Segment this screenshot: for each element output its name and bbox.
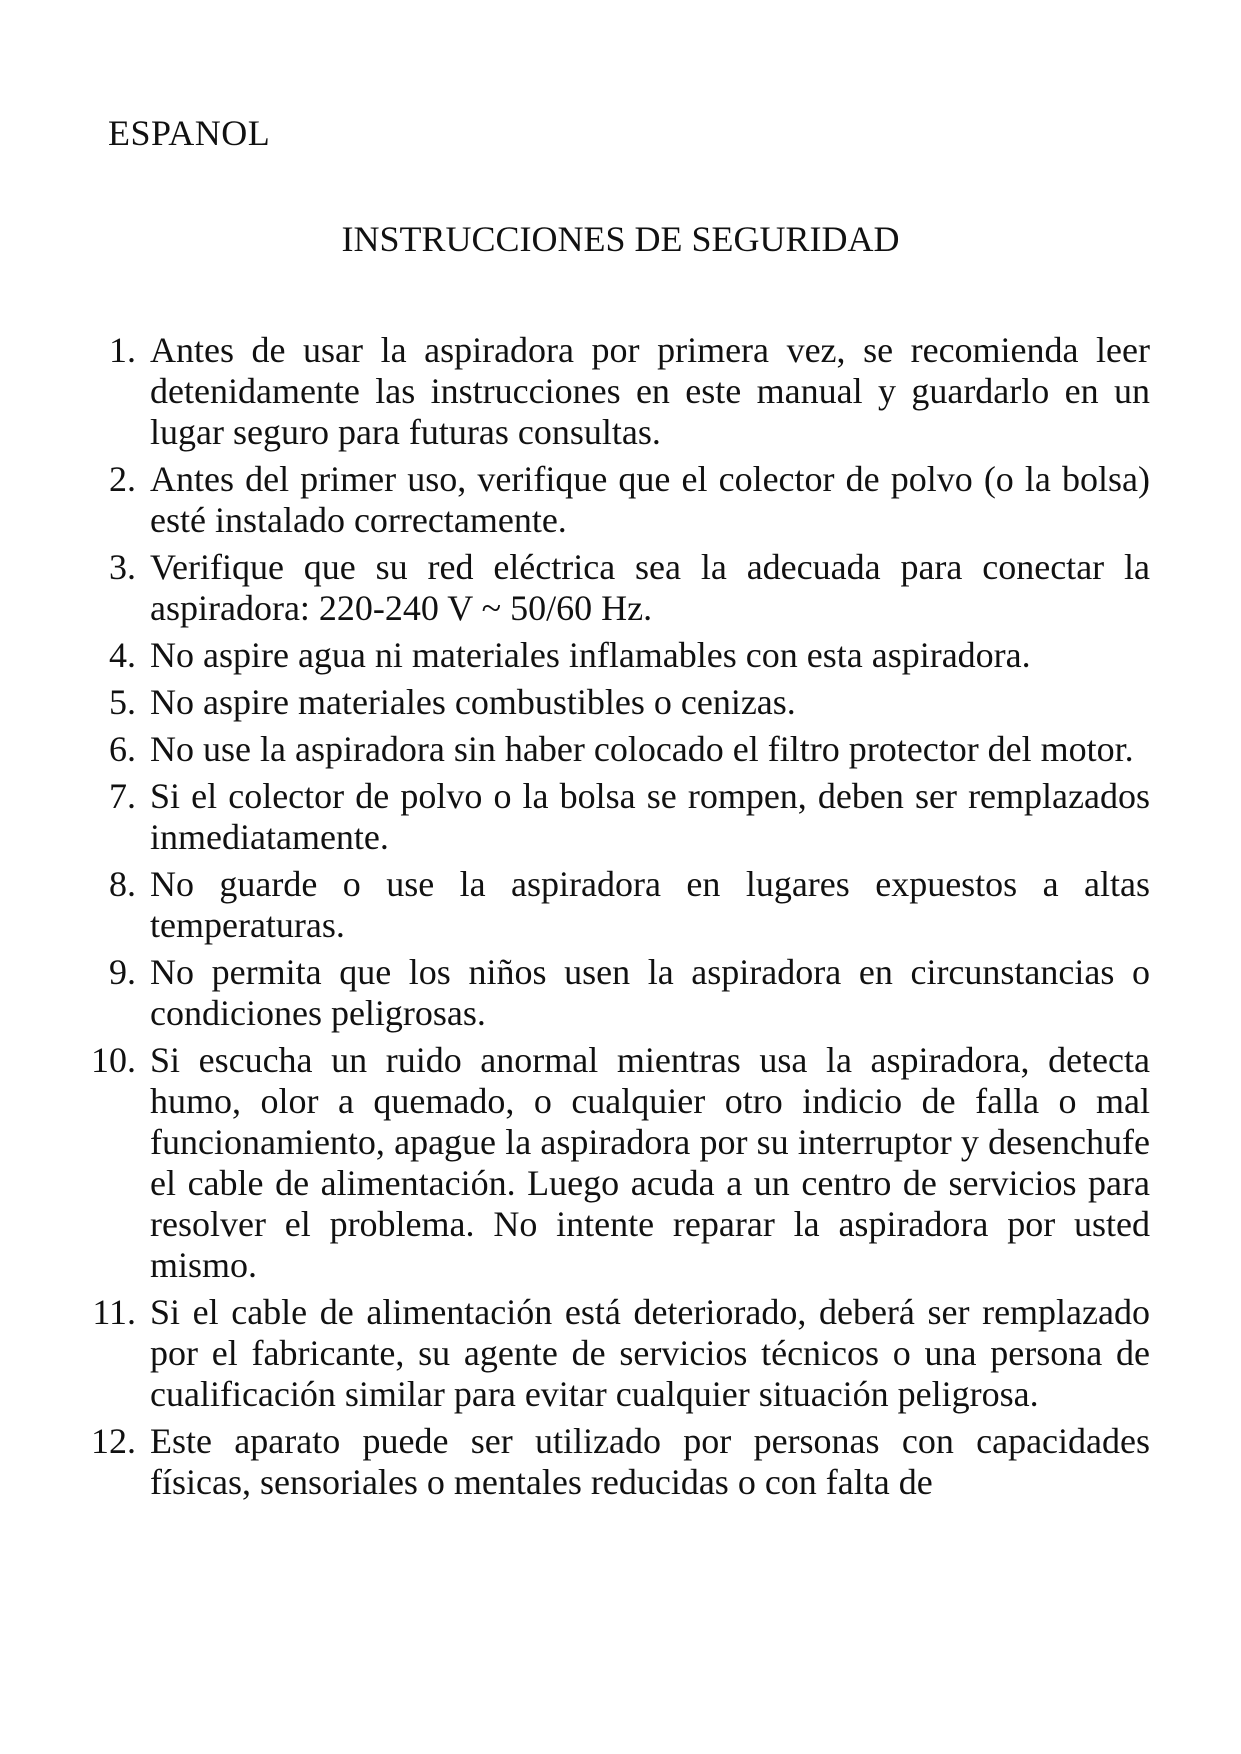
- item-text: No aspire materiales combustibles o cenizas.: [150, 682, 796, 722]
- item-text: No permita que los niños usen la aspiradora en circunstancias o condiciones peligrosas.: [150, 952, 1150, 1033]
- item-number: 6.: [109, 729, 136, 769]
- list-item: [80, 1292, 1150, 1415]
- item-number: 8.: [109, 864, 136, 904]
- list-item: [80, 635, 1150, 676]
- item-number: 7.: [109, 776, 136, 816]
- list-item: [80, 1040, 1150, 1286]
- item-text: Antes de usar la aspiradora por primera vez, se recomienda leer detenidamente las instrucciones en este manual y guardarlo en un lugar seguro para futuras consultas.: [150, 330, 1150, 452]
- item-number: 10.: [91, 1040, 136, 1080]
- list-item: [80, 729, 1150, 770]
- item-text: Si escucha un ruido anormal mientras usa la aspiradora, detecta humo, olor a quemado, o cualquier otro indicio de falla o mal funcionamiento, apague la aspiradora por su interruptor y desenchufe el cable de alimentación. Luego acuda a un centro de servicios para resolver el problema. No intente reparar la aspiradora por usted mismo.: [150, 1040, 1150, 1285]
- list-item: [80, 547, 1150, 629]
- list-item: [80, 864, 1150, 946]
- item-number: 1.: [109, 330, 136, 370]
- page-title: INSTRUCCIONES DE SEGURIDAD: [341, 219, 900, 259]
- item-text: No use la aspiradora sin haber colocado el filtro protector del motor.: [150, 729, 1134, 769]
- item-text: Este aparato puede ser utilizado por personas con capacidades físicas, sensoriales o mentales reducidas o con falta de: [150, 1421, 1150, 1502]
- item-number: 9.: [109, 952, 136, 992]
- language-heading: ESPANOL: [108, 113, 271, 153]
- item-text: Verifique que su red eléctrica sea la adecuada para conectar la aspiradora: 220-240 V ~ 50/60 Hz.: [150, 547, 1150, 628]
- item-text: No aspire agua ni materiales inflamables con esta aspiradora.: [150, 635, 1031, 675]
- list-item: [80, 952, 1150, 1034]
- item-number: 4.: [109, 635, 136, 675]
- item-text: Si el colector de polvo o la bolsa se rompen, deben ser remplazados inmediatamente.: [150, 776, 1150, 857]
- safety-instructions-list: [80, 330, 1150, 1509]
- list-item: [80, 330, 1150, 453]
- list-item: [80, 776, 1150, 858]
- item-number: 3.: [109, 547, 136, 587]
- item-number: 2.: [109, 459, 136, 499]
- item-text: Si el cable de alimentación está deteriorado, deberá ser remplazado por el fabricante, su agente de servicios técnicos o una persona de cualificación similar para evitar cualquier situación peligrosa.: [150, 1292, 1150, 1414]
- list-item: [80, 682, 1150, 723]
- item-text: No guarde o use la aspiradora en lugares expuestos a altas temperaturas.: [150, 864, 1150, 945]
- list-item: [80, 459, 1150, 541]
- item-number: 12.: [91, 1421, 136, 1461]
- item-text: Antes del primer uso, verifique que el colector de polvo (o la bolsa) esté instalado correctamente.: [150, 459, 1150, 540]
- list-item: [80, 1421, 1150, 1503]
- item-number: 11.: [92, 1292, 136, 1332]
- item-number: 5.: [109, 682, 136, 722]
